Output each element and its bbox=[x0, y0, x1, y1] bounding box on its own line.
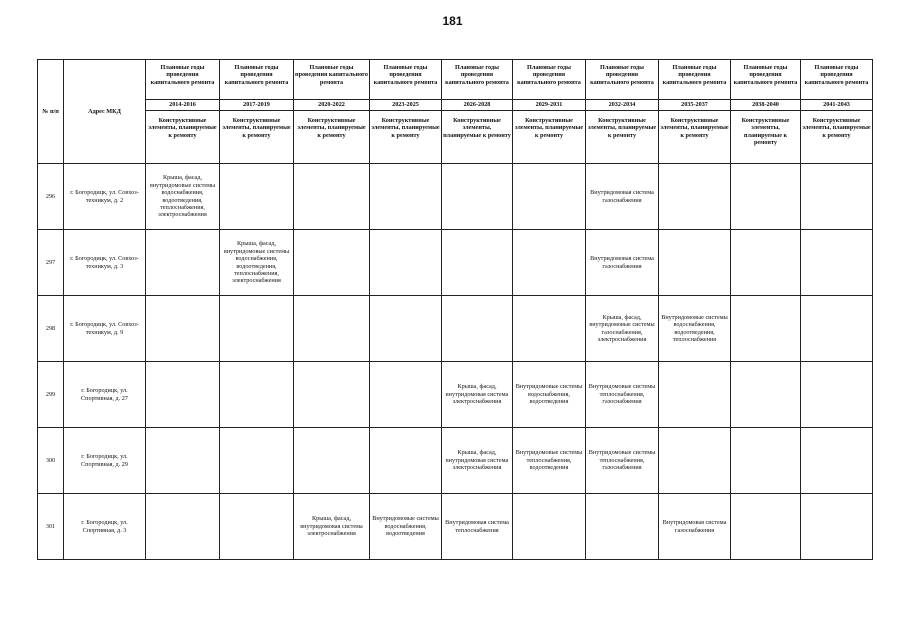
header-elements: Конструктивные элементы, планируемые к ремонту bbox=[513, 111, 586, 164]
repair-elements-cell: Внутридомовые системы водоснабжения, водоотведения bbox=[513, 362, 586, 428]
header-years: 2038-2040 bbox=[731, 100, 801, 111]
repair-elements-cell bbox=[442, 164, 513, 230]
repair-elements-cell bbox=[442, 296, 513, 362]
repair-elements-cell bbox=[370, 362, 442, 428]
table-row bbox=[38, 296, 873, 362]
header-elements: Конструктивные элементы, планируемые к ремонту bbox=[586, 111, 659, 164]
header-elements: Конструктивные элементы, планируемые к ремонту bbox=[146, 111, 220, 164]
header-period-title: Плановые годы проведения капитального ремонта bbox=[801, 60, 873, 100]
repair-elements-cell: Внутридомовая система газоснабжения bbox=[586, 164, 659, 230]
header-years: 2041-2043 bbox=[801, 100, 873, 111]
repair-elements-cell bbox=[513, 296, 586, 362]
repair-elements-cell bbox=[294, 362, 370, 428]
header-elements: Конструктивные элементы, планируемые к ремонту bbox=[801, 111, 873, 164]
repair-elements-cell bbox=[370, 164, 442, 230]
repair-elements-cell bbox=[513, 164, 586, 230]
repair-elements-cell: Внутридомовая система теплоснабжения bbox=[442, 494, 513, 560]
repair-elements-cell bbox=[659, 428, 731, 494]
capital-repair-table bbox=[37, 59, 873, 560]
header-period-title: Плановые годы проведения капитального ремонта bbox=[586, 60, 659, 100]
row-address: г. Богородицк, ул. Совхоз-техникум, д. 9 bbox=[64, 296, 146, 362]
repair-elements-cell: Внутридомовая система газоснабжения bbox=[659, 494, 731, 560]
table-row bbox=[38, 230, 873, 296]
table-row bbox=[38, 164, 873, 230]
repair-elements-cell: Крыша, фасад, внутридомовая система электроснабжения bbox=[294, 494, 370, 560]
repair-elements-cell bbox=[370, 230, 442, 296]
repair-elements-cell bbox=[146, 494, 220, 560]
repair-elements-cell: Крыша, фасад, внутридомовые системы газоснабжения, электроснабжения bbox=[586, 296, 659, 362]
header-elements: Конструктивные элементы, планируемые к ремонту bbox=[442, 111, 513, 164]
repair-elements-cell bbox=[146, 296, 220, 362]
repair-elements-cell: Внутридомовая система газоснабжения bbox=[586, 230, 659, 296]
row-address: г. Богородицк, ул. Спортивная, д. 29 bbox=[64, 428, 146, 494]
repair-elements-cell bbox=[731, 296, 801, 362]
header-period-title: Плановые годы проведения капитального ремонта bbox=[731, 60, 801, 100]
header-period-title: Плановые годы проведения капитального ремонта bbox=[659, 60, 731, 100]
repair-elements-cell bbox=[370, 428, 442, 494]
header-elements: Конструктивные элементы, планируемые к ремонту bbox=[294, 111, 370, 164]
row-address: г. Богородицк, ул. Совхоз-техникум, д. 2 bbox=[64, 164, 146, 230]
repair-elements-cell bbox=[801, 296, 873, 362]
repair-elements-cell bbox=[220, 494, 294, 560]
repair-elements-cell bbox=[801, 362, 873, 428]
header-years: 2029-2031 bbox=[513, 100, 586, 111]
row-number: 297 bbox=[38, 230, 64, 296]
row-number: 299 bbox=[38, 362, 64, 428]
page-number: 181 bbox=[442, 14, 463, 28]
repair-elements-cell bbox=[801, 164, 873, 230]
row-address: г. Богородицк, ул. Спортивная, д. 27 bbox=[64, 362, 146, 428]
header-period-title: Плановые годы проведения капитального ремонта bbox=[513, 60, 586, 100]
repair-elements-cell bbox=[731, 428, 801, 494]
repair-elements-cell bbox=[442, 230, 513, 296]
header-period-title: Плановые годы проведения капитального ремонта bbox=[220, 60, 294, 100]
table-row bbox=[38, 428, 873, 494]
header-years: 2032-2034 bbox=[586, 100, 659, 111]
table-row bbox=[38, 362, 873, 428]
repair-elements-cell bbox=[586, 494, 659, 560]
row-number: 300 bbox=[38, 428, 64, 494]
repair-elements-cell bbox=[146, 362, 220, 428]
repair-elements-cell bbox=[731, 362, 801, 428]
repair-elements-cell bbox=[801, 494, 873, 560]
repair-elements-cell: Внутридомовые системы водоснабжения, водоотведения bbox=[370, 494, 442, 560]
header-elements: Конструктивные элементы, планируемые к ремонту bbox=[731, 111, 801, 164]
repair-elements-cell bbox=[294, 164, 370, 230]
repair-elements-cell bbox=[370, 296, 442, 362]
repair-elements-cell bbox=[513, 230, 586, 296]
header-num: № п/п bbox=[38, 60, 64, 164]
header-period-title: Плановые годы проведения капитального ремонта bbox=[294, 60, 370, 100]
header-period-title: Плановые годы проведения капитального ремонта bbox=[370, 60, 442, 100]
table-row bbox=[38, 494, 873, 560]
repair-elements-cell bbox=[731, 494, 801, 560]
repair-elements-cell bbox=[220, 296, 294, 362]
repair-elements-cell: Внутридомовые системы теплоснабжения, газоснабжения bbox=[586, 428, 659, 494]
header-years: 2020-2022 bbox=[294, 100, 370, 111]
header-period-title: Плановые годы проведения капитального ремонта bbox=[146, 60, 220, 100]
row-number: 296 bbox=[38, 164, 64, 230]
repair-elements-cell: Внутридомовые системы теплоснабжения, водоотведения bbox=[513, 428, 586, 494]
row-address: г. Богородицк, ул. Совхоз-техникум, д. 3 bbox=[64, 230, 146, 296]
repair-elements-cell bbox=[513, 494, 586, 560]
header-years: 2014-2016 bbox=[146, 100, 220, 111]
repair-elements-cell bbox=[731, 164, 801, 230]
header-address: Адрес МКД bbox=[64, 60, 146, 164]
repair-elements-cell bbox=[220, 362, 294, 428]
repair-elements-cell bbox=[659, 362, 731, 428]
row-number: 301 bbox=[38, 494, 64, 560]
repair-elements-cell: Крыша, фасад, внутридомовая система электроснабжения bbox=[442, 428, 513, 494]
repair-elements-cell bbox=[146, 428, 220, 494]
row-number: 298 bbox=[38, 296, 64, 362]
header-elements: Конструктивные элементы, планируемые к ремонту bbox=[659, 111, 731, 164]
header-elements: Конструктивные элементы, планируемые к ремонту bbox=[370, 111, 442, 164]
header-years: 2026-2028 bbox=[442, 100, 513, 111]
repair-elements-cell: Внутридомовые системы теплоснабжения, газоснабжения bbox=[586, 362, 659, 428]
header-period-title: Плановые годы проведения капитального ремонта bbox=[442, 60, 513, 100]
header-years: 2017-2019 bbox=[220, 100, 294, 111]
header-years: 2023-2025 bbox=[370, 100, 442, 111]
repair-elements-cell bbox=[220, 164, 294, 230]
repair-elements-cell bbox=[659, 164, 731, 230]
repair-elements-cell: Крыша, фасад, внутридомовые системы водоснабжения, водоотведения, теплоснабжения, электроснабжения bbox=[220, 230, 294, 296]
repair-elements-cell bbox=[731, 230, 801, 296]
repair-elements-cell bbox=[659, 230, 731, 296]
repair-elements-cell bbox=[294, 230, 370, 296]
repair-elements-cell: Крыша, фасад, внутридомовая система электроснабжения bbox=[442, 362, 513, 428]
row-address: г. Богородицк, ул. Спортивная, д. 3 bbox=[64, 494, 146, 560]
header-elements: Конструктивные элементы, планируемые к ремонту bbox=[220, 111, 294, 164]
repair-elements-cell bbox=[220, 428, 294, 494]
repair-elements-cell bbox=[801, 230, 873, 296]
repair-elements-cell bbox=[294, 428, 370, 494]
repair-elements-cell bbox=[146, 230, 220, 296]
header-years: 2035-2037 bbox=[659, 100, 731, 111]
repair-elements-cell bbox=[801, 428, 873, 494]
repair-elements-cell bbox=[294, 296, 370, 362]
repair-elements-cell: Внутридомовые системы водоснабжения, водоотведения, теплоснабжения bbox=[659, 296, 731, 362]
repair-elements-cell: Крыша, фасад, внутридомовые системы водоснабжения, водоотведения, теплоснабжения, электроснабжения bbox=[146, 164, 220, 230]
